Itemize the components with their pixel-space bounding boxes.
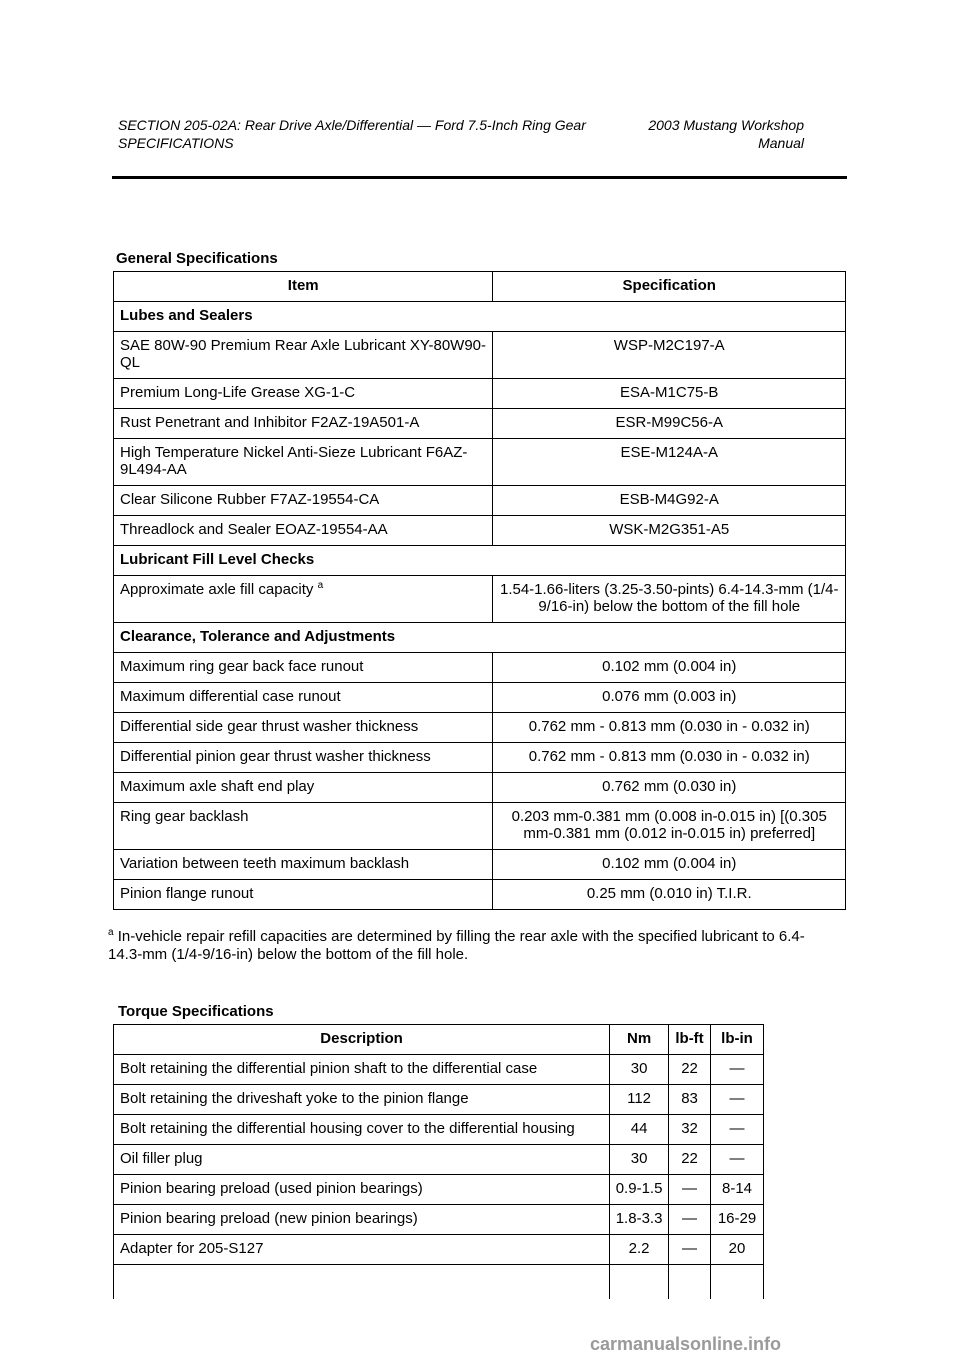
table-row <box>114 683 846 713</box>
lb-in-cell: 8-14 <box>711 1175 764 1205</box>
specification-cell: 0.762 mm - 0.813 mm (0.030 in - 0.032 in) <box>493 713 846 743</box>
lb-ft-cell: 22 <box>669 1055 711 1085</box>
table-row <box>114 409 846 439</box>
lb-in-cell: — <box>711 1115 764 1145</box>
nm-cell: 30 <box>610 1145 669 1175</box>
general-specifications-body <box>114 302 846 910</box>
table-row <box>114 439 846 486</box>
item-cell <box>114 850 493 880</box>
table-row <box>114 379 846 409</box>
item-text: Ring gear backlash <box>120 808 249 825</box>
item-text: Maximum axle shaft end play <box>120 778 315 795</box>
table-row <box>114 803 846 850</box>
item-text: High Temperature Nickel Anti-Sieze Lubricant F6AZ-9L494-AA <box>120 444 468 478</box>
specification-cell: 0.762 mm - 0.813 mm (0.030 in - 0.032 in) <box>493 743 846 773</box>
lb-in-cell: 16-29 <box>711 1205 764 1235</box>
table-row <box>114 1085 764 1115</box>
empty-cell <box>610 1265 669 1300</box>
table-row <box>114 880 846 910</box>
item-cell <box>114 332 493 379</box>
table-header-row <box>114 1025 764 1055</box>
item-text: Clear Silicone Rubber F7AZ-19554-CA <box>120 491 380 508</box>
item-text: Approximate axle fill capacity <box>120 581 314 598</box>
table-row <box>114 576 846 623</box>
column-header-item: Item <box>114 272 493 302</box>
nm-cell: 2.2 <box>610 1235 669 1265</box>
torque-specifications-caption: Torque Specifications <box>118 1003 274 1020</box>
item-text: Threadlock and Sealer EOAZ-19554-AA <box>120 521 388 538</box>
table-row <box>114 1145 764 1175</box>
table-row <box>114 332 846 379</box>
section-title: Lubricant Fill Level Checks <box>114 546 846 576</box>
torque-specifications-body <box>114 1055 764 1300</box>
specification-cell: ESB-M4G92-A <box>493 486 846 516</box>
lb-ft-cell: 83 <box>669 1085 711 1115</box>
specification-cell: 1.54-1.66-liters (3.25-3.50-pints) 6.4-14.3-mm (1/4-9/16-in) below the bottom of the fill hole <box>493 576 846 623</box>
empty-cell <box>114 1265 610 1300</box>
page-header-section <box>118 116 588 152</box>
lb-in-cell: — <box>711 1055 764 1085</box>
item-text: SAE 80W-90 Premium Rear Axle Lubricant XY-80W90-QL <box>120 337 486 371</box>
table-row <box>114 1175 764 1205</box>
item-cell <box>114 683 493 713</box>
description-cell: Adapter for 205-S127 <box>114 1235 610 1265</box>
manual-title: 2003 Mustang Workshop Manual <box>648 117 804 151</box>
lb-in-cell: — <box>711 1145 764 1175</box>
nm-cell: 112 <box>610 1085 669 1115</box>
specification-cell: 0.762 mm (0.030 in) <box>493 773 846 803</box>
watermark-text: carmanualsonline.info <box>590 1334 782 1354</box>
item-cell <box>114 409 493 439</box>
footnote-mark: a <box>108 927 114 938</box>
table-row <box>114 1235 764 1265</box>
specification-cell: WSP-M2C197-A <box>493 332 846 379</box>
section-row <box>114 623 846 653</box>
lb-ft-cell: — <box>669 1175 711 1205</box>
column-header-lb-in: lb-in <box>711 1025 764 1055</box>
nm-cell: 30 <box>610 1055 669 1085</box>
item-cell <box>114 653 493 683</box>
section-row <box>114 546 846 576</box>
description-cell: Oil filler plug <box>114 1145 610 1175</box>
specification-cell: 0.076 mm (0.003 in) <box>493 683 846 713</box>
lb-in-cell: 20 <box>711 1235 764 1265</box>
item-cell <box>114 773 493 803</box>
lb-ft-cell: — <box>669 1205 711 1235</box>
column-header-specification: Specification <box>493 272 846 302</box>
subsection-title: SPECIFICATIONS <box>118 135 234 151</box>
description-cell: Bolt retaining the differential housing cover to the differential housing <box>114 1115 610 1145</box>
column-header-description: Description <box>114 1025 610 1055</box>
general-specifications-table <box>113 271 846 910</box>
specification-cell: 0.102 mm (0.004 in) <box>493 850 846 880</box>
item-text: Differential pinion gear thrust washer thickness <box>120 748 431 765</box>
item-text: Differential side gear thrust washer thickness <box>120 718 419 735</box>
header-divider <box>112 176 847 179</box>
nm-cell: 0.9-1.5 <box>610 1175 669 1205</box>
table-row <box>114 516 846 546</box>
table-row <box>114 850 846 880</box>
item-cell <box>114 743 493 773</box>
footnote-text: In-vehicle repair refill capacities are determined by filling the rear axle with the specified lubricant to 6.4-14.3-mm (1/4-9/16-in) below the bottom of the fill hole. <box>108 928 805 963</box>
section-title: SECTION 205-02A: Rear Drive Axle/Differential — Ford 7.5-Inch Ring Gear <box>118 117 586 133</box>
empty-cell <box>711 1265 764 1300</box>
description-cell: Pinion bearing preload (new pinion bearings) <box>114 1205 610 1235</box>
item-cell <box>114 713 493 743</box>
table-row-empty <box>114 1265 764 1300</box>
table-row <box>114 486 846 516</box>
item-cell <box>114 379 493 409</box>
section-title: Lubes and Sealers <box>114 302 846 332</box>
nm-cell: 44 <box>610 1115 669 1145</box>
general-specifications-caption: General Specifications <box>116 250 278 267</box>
specification-cell: 0.25 mm (0.010 in) T.I.R. <box>493 880 846 910</box>
lb-ft-cell: — <box>669 1235 711 1265</box>
column-header-nm: Nm <box>610 1025 669 1055</box>
section-row <box>114 302 846 332</box>
item-cell <box>114 880 493 910</box>
lb-ft-cell: 32 <box>669 1115 711 1145</box>
torque-specifications-table <box>113 1024 764 1299</box>
table-row <box>114 1115 764 1145</box>
description-cell: Pinion bearing preload (used pinion bearings) <box>114 1175 610 1205</box>
specification-cell: ESE-M124A-A <box>493 439 846 486</box>
table-row <box>114 773 846 803</box>
item-cell <box>114 576 493 623</box>
specification-cell: WSK-M2G351-A5 <box>493 516 846 546</box>
empty-cell <box>669 1265 711 1300</box>
specification-cell: ESA-M1C75-B <box>493 379 846 409</box>
footnote <box>108 928 838 964</box>
footnote-reference: a <box>317 580 324 591</box>
table-row <box>114 653 846 683</box>
lb-in-cell: — <box>711 1085 764 1115</box>
table-header-row <box>114 272 846 302</box>
item-cell <box>114 516 493 546</box>
specification-cell: 0.102 mm (0.004 in) <box>493 653 846 683</box>
table-row <box>114 743 846 773</box>
item-text: Premium Long-Life Grease XG-1-C <box>120 384 356 401</box>
item-cell <box>114 803 493 850</box>
table-row <box>114 1205 764 1235</box>
lb-ft-cell: 22 <box>669 1145 711 1175</box>
item-text: Variation between teeth maximum backlash <box>120 855 410 872</box>
specification-cell: 0.203 mm-0.381 mm (0.008 in-0.015 in) [(0.305 mm-0.381 mm (0.012 in-0.015 in) preferred] <box>493 803 846 850</box>
table-row <box>114 713 846 743</box>
section-title: Clearance, Tolerance and Adjustments <box>114 623 846 653</box>
item-cell <box>114 486 493 516</box>
item-text: Maximum differential case runout <box>120 688 341 705</box>
table-row <box>114 1055 764 1085</box>
column-header-lb-ft: lb-ft <box>669 1025 711 1055</box>
description-cell: Bolt retaining the differential pinion shaft to the differential case <box>114 1055 610 1085</box>
item-text: Rust Penetrant and Inhibitor F2AZ-19A501-A <box>120 414 420 431</box>
item-cell <box>114 439 493 486</box>
nm-cell: 1.8-3.3 <box>610 1205 669 1235</box>
description-cell: Bolt retaining the driveshaft yoke to the pinion flange <box>114 1085 610 1115</box>
item-text: Pinion flange runout <box>120 885 254 902</box>
item-text: Maximum ring gear back face runout <box>120 658 364 675</box>
specification-cell: ESR-M99C56-A <box>493 409 846 439</box>
